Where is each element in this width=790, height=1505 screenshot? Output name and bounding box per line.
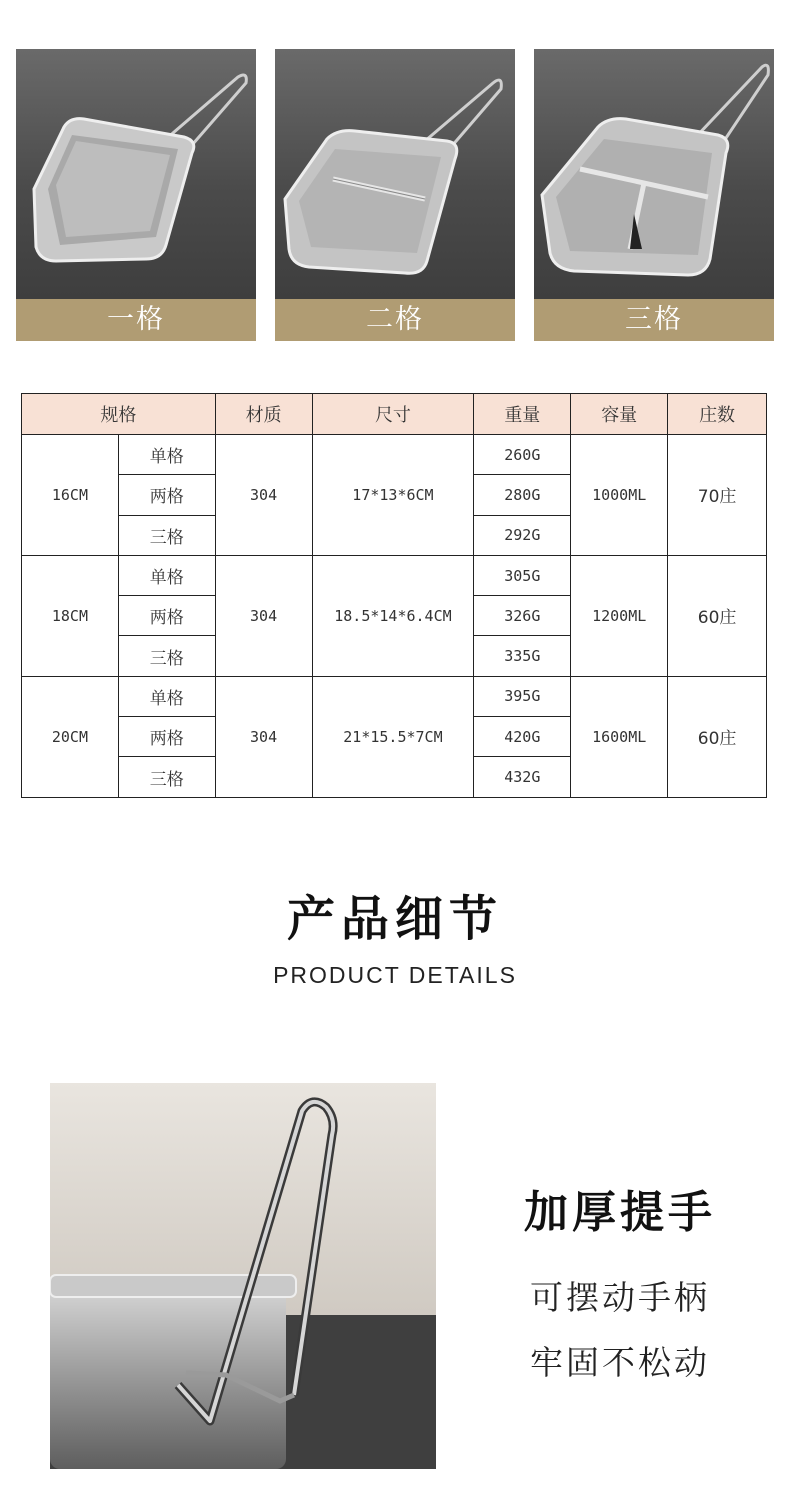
triple-compartment-box-image (534, 49, 774, 299)
dimensions-cell: 21*15.5*7CM (312, 676, 474, 797)
header-weight: 重量 (474, 394, 571, 435)
header-spec: 规格 (22, 394, 216, 435)
table-row (22, 676, 767, 716)
size-cell: 20CM (22, 676, 119, 797)
header-capacity: 容量 (571, 394, 668, 435)
header-material: 材质 (215, 394, 312, 435)
variant-caption: 二格 (275, 299, 515, 341)
material-cell: 304 (215, 555, 312, 676)
weight-cell: 420G (474, 717, 571, 757)
type-cell: 单格 (118, 435, 215, 475)
double-compartment-box-image (275, 49, 515, 299)
type-cell: 两格 (118, 596, 215, 636)
dimensions-cell: 17*13*6CM (312, 435, 474, 556)
header-count: 庄数 (668, 394, 767, 435)
weight-cell: 260G (474, 435, 571, 475)
weight-cell: 305G (474, 555, 571, 595)
weight-cell: 326G (474, 596, 571, 636)
feature-line: 牢固不松动 (530, 1343, 710, 1382)
type-cell: 单格 (118, 555, 215, 595)
count-cell: 70庄 (668, 435, 767, 556)
weight-cell: 335G (474, 636, 571, 676)
feature-title: 加厚提手 (524, 1187, 716, 1238)
size-cell: 16CM (22, 435, 119, 556)
weight-cell: 280G (474, 475, 571, 515)
variant-caption: 一格 (16, 299, 256, 341)
variant-card-double (275, 49, 515, 341)
type-cell: 三格 (118, 757, 215, 797)
capacity-cell: 1000ML (571, 435, 668, 556)
header-dimensions: 尺寸 (312, 394, 474, 435)
single-compartment-box-image (16, 49, 256, 299)
type-cell: 三格 (118, 636, 215, 676)
capacity-cell: 1200ML (571, 555, 668, 676)
type-cell: 两格 (118, 475, 215, 515)
size-cell: 18CM (22, 555, 119, 676)
feature-line: 可摆动手柄 (530, 1278, 710, 1317)
capacity-cell: 1600ML (571, 676, 668, 797)
count-cell: 60庄 (668, 555, 767, 676)
section-subtitle: PRODUCT DETAILS (273, 962, 517, 988)
material-cell: 304 (215, 676, 312, 797)
weight-cell: 432G (474, 757, 571, 797)
type-cell: 单格 (118, 676, 215, 716)
weight-cell: 395G (474, 676, 571, 716)
handle-detail-image (50, 1083, 436, 1469)
count-cell: 60庄 (668, 676, 767, 797)
material-cell: 304 (215, 435, 312, 556)
type-cell: 两格 (118, 717, 215, 757)
table-row (22, 555, 767, 595)
section-title: 产品细节 (286, 891, 503, 947)
variant-card-single (16, 49, 256, 341)
spec-header-row (22, 394, 767, 435)
type-cell: 三格 (118, 515, 215, 555)
variant-caption: 三格 (534, 299, 774, 341)
table-row (22, 435, 767, 475)
spec-table (21, 393, 767, 798)
dimensions-cell: 18.5*14*6.4CM (312, 555, 474, 676)
weight-cell: 292G (474, 515, 571, 555)
variant-card-triple (534, 49, 774, 341)
